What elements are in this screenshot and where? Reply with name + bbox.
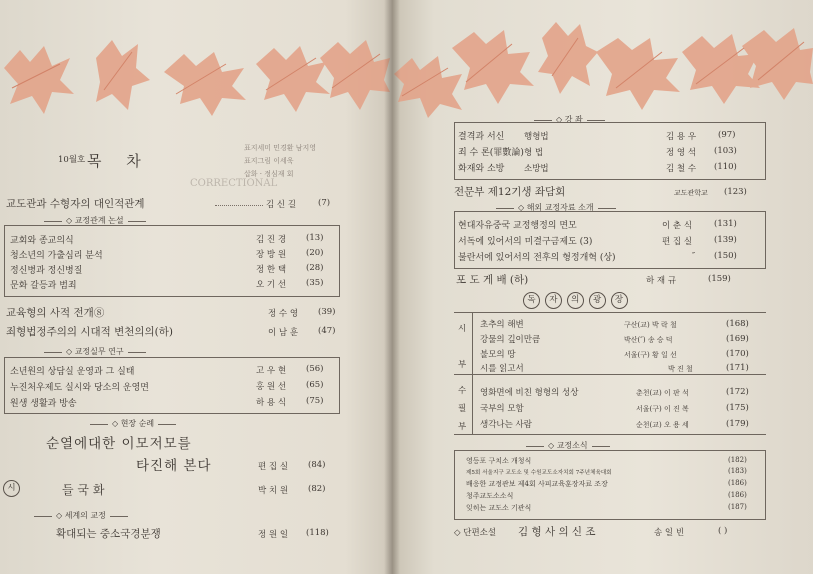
rule: [454, 312, 766, 313]
issue-label: 10월호: [58, 155, 86, 165]
section-label: ◇ 단편소설: [454, 528, 497, 538]
toc-entry-author: 정 한 택: [256, 265, 287, 275]
toc-entry-author: 고 우 현: [256, 366, 287, 376]
toc-entry-author: 정 영 석: [666, 148, 697, 158]
toc-entry-author: 정 수 영: [268, 309, 299, 319]
toc-entry-page: (13): [306, 233, 324, 243]
toc-entry-title: 청소년의 가출심리 분석: [10, 251, 103, 261]
toc-entry-author: 정 원 일: [258, 530, 289, 540]
category-label: 부: [458, 360, 467, 370]
toc-entry-title: 강물의 깊이만큼: [480, 335, 541, 345]
section-header: ◇ 해외 교정자료 소개: [492, 202, 620, 213]
toc-entry-page: (20): [306, 248, 324, 258]
toc-entry-page: (56): [306, 364, 324, 374]
toc-entry-title: 초추의 해변: [480, 320, 524, 330]
toc-entry-page: (82): [308, 484, 326, 494]
toc-entry-page: (39): [318, 307, 336, 317]
toc-entry-author: ″: [692, 251, 696, 261]
toc-entry-page: (187): [728, 503, 747, 511]
book-gutter: [384, 0, 400, 574]
masthead-line: 표지세미 민경환 남지영: [244, 144, 317, 152]
toc-entry-title: 확대되는 중소국경분쟁: [56, 528, 161, 540]
toc-entry-title: 생각나는 사람: [480, 420, 532, 430]
toc-entry-title: 죄형법정주의의 시대적 변천의의(하): [6, 326, 174, 338]
poem-badge: [2, 480, 21, 497]
toc-entry-author: 서울(구) 황 일 선: [624, 351, 677, 359]
toc-entry-title: 영등포 구치소 개청식: [466, 457, 532, 465]
toc-entry-page: (159): [708, 274, 731, 284]
toc-entry-page: (172): [726, 387, 749, 397]
section-header: ◇ 현장 순례: [86, 418, 180, 429]
category-label: 시: [458, 324, 467, 334]
toc-entry-author: 오 기 선: [256, 280, 287, 290]
toc-entry-page: (186): [728, 479, 747, 487]
toc-entry-title: 전문부 제12기생 좌담회: [454, 186, 566, 198]
category-label: 필: [458, 404, 467, 414]
toc-entry-author: 장 방 원: [256, 250, 287, 260]
rule: [454, 434, 766, 435]
toc-entry-author: 김 용 우: [666, 132, 697, 142]
toc-entry-title: 불모의 땅: [480, 350, 516, 360]
toc-entry-author: 김 철 수: [666, 164, 697, 174]
leader-dots: [215, 205, 263, 206]
toc-entry-page: (150): [714, 251, 737, 261]
category-label: 수: [458, 386, 467, 396]
toc-entry-author: 이 춘 식: [662, 221, 693, 231]
autumn-leaves-illustration: [392, 18, 813, 118]
toc-entry-page: (170): [726, 349, 749, 359]
toc-entry-author: 하 재 규: [646, 276, 677, 286]
toc-entry-law: 소방법: [524, 164, 549, 174]
toc-entry-title: 교육형의 사적 전개⑧: [6, 307, 105, 319]
toc-entry-page: (131): [714, 219, 737, 229]
right-page: [392, 0, 813, 574]
rule: [454, 374, 766, 375]
poem-badge-circle: 시: [3, 480, 20, 497]
toc-entry-author: 편 집 실: [258, 462, 289, 472]
toc-entry-title: 문화 갈등과 범죄: [10, 281, 77, 291]
toc-entry-title: 원생 생활과 방송: [10, 399, 77, 409]
contest-header-char: 의: [567, 292, 584, 309]
left-page: [0, 0, 392, 574]
toc-entry-author: 편 집 실: [662, 237, 693, 247]
toc-entry-page: (7): [318, 198, 331, 208]
contest-header-char: 자: [545, 292, 562, 309]
toc-entry-title: 배응한 교정관보 제4회 사피교육훈장자료 조장: [466, 480, 608, 488]
toc-entry-author: 교도관학교: [674, 189, 708, 197]
toc-entry-page: (110): [714, 162, 737, 172]
toc-entry-author: 박 진 철: [668, 365, 693, 373]
toc-entry-title: 소년원의 상담실 운영과 그 실태: [10, 367, 135, 377]
toc-entry-title: 영화면에 비친 형형의 성상: [480, 388, 579, 398]
toc-entry-author: 박산(″) 송 승 덕: [624, 336, 673, 344]
section-header: ◇ 강 좌: [530, 114, 609, 125]
toc-entry-page: (139): [714, 235, 737, 245]
toc-entry-title: 교회와 종교의식: [10, 236, 74, 246]
section-header: ◇ 교정관계 논설: [40, 215, 150, 226]
toc-entry-page: (168): [726, 319, 749, 329]
bleed-text: CORRECTIONAL: [190, 178, 278, 189]
toc-title: 목 차: [87, 152, 151, 170]
toc-entry-title: 포 도 게 배 (하): [456, 274, 529, 286]
toc-entry-page: (118): [306, 528, 329, 538]
contest-header-char: 독: [523, 292, 540, 309]
toc-entry-author: 서울(구) 이 진 복: [636, 405, 689, 413]
autumn-leaves-illustration: [0, 28, 390, 118]
toc-entry-page: (35): [306, 278, 324, 288]
toc-entry-author: 박 치 원: [258, 486, 289, 496]
toc-entry-law: 행형법: [524, 132, 549, 142]
contest-header: [522, 292, 629, 309]
toc-entry-title: 정신병과 정신병질: [10, 266, 83, 276]
section-header: ◇ 교정소식: [522, 440, 614, 451]
toc-entry-page: ( ): [718, 526, 728, 536]
toc-entry-title: 국부의 모함: [480, 404, 524, 414]
toc-entry-page: (175): [726, 403, 749, 413]
toc-entry-author: 춘천(교) 이 판 석: [636, 389, 689, 397]
toc-entry-title: 누진처우제도 실시와 당소의 운영면: [10, 383, 149, 393]
feature-headline: 타진해 본다: [136, 458, 212, 474]
toc-entry-title: 김 형 사 의 신 조: [518, 526, 596, 538]
toc-entry-title: 제5회 서울지구 교도소 및 수원교도소자치회 7주년체육대회: [466, 470, 612, 476]
toc-entry-page: (171): [726, 363, 749, 373]
toc-entry-page: (84): [308, 460, 326, 470]
feature-headline: 순열에대한 이모저모를: [46, 436, 192, 452]
toc-entry-page: (169): [726, 334, 749, 344]
toc-entry-page: (183): [728, 467, 747, 475]
toc-entry-page: (179): [726, 419, 749, 429]
toc-entry-title: 현대자유중국 교정행정의 면모: [458, 221, 577, 231]
poem-title: 들 국 화: [62, 483, 105, 497]
category-label: 부: [458, 422, 467, 432]
toc-entry-author: 송 일 빈: [654, 528, 685, 538]
toc-entry-author: 이 남 훈: [268, 328, 299, 338]
toc-entry-title: 청주교도소소식: [466, 492, 514, 500]
toc-entry-page: (103): [714, 146, 737, 156]
contest-header-char: 광: [589, 292, 606, 309]
section-header: ◇ 교정실무 연구: [40, 346, 150, 357]
section-header: ◇ 세계의 교정: [30, 510, 132, 521]
short-story-label: 단편소설: [463, 528, 497, 538]
toc-entry-page: (97): [718, 130, 736, 140]
toc-entry-title: 교도관과 수형자의 대인적관계: [6, 198, 145, 210]
toc-entry-author: 김 진 경: [256, 235, 287, 245]
toc-entry-author: 순천(교) 오 용 세: [636, 421, 689, 429]
toc-entry-page: (123): [724, 187, 747, 197]
toc-entry-page: (47): [318, 326, 336, 336]
toc-entry-title: 시를 읽고서: [480, 364, 524, 374]
toc-entry-author: 김 신 길: [266, 200, 297, 210]
toc-entry-author: 구산(교) 박 락 철: [624, 321, 677, 329]
toc-entry-page: (182): [728, 456, 747, 464]
toc-entry-page: (65): [306, 380, 324, 390]
toc-entry-author: 하 용 식: [256, 398, 287, 408]
toc-entry-title: 불란서에 있어서의 전후의 형정개혁 (상): [458, 253, 616, 263]
toc-entry-title: 화재와 소방: [458, 164, 505, 174]
toc-entry-title: 결격과 서신: [458, 132, 505, 142]
toc-entry-law: 형 법: [524, 148, 544, 158]
masthead-line: 표지그림 이세욱: [244, 157, 294, 165]
rule: [472, 312, 473, 434]
toc-entry-title: 서독에 있어서의 미결구금제도 (3): [458, 237, 593, 247]
toc-entry-title: 죄 수 론(罪數論): [458, 148, 524, 158]
toc-entry-page: (186): [728, 491, 747, 499]
toc-entry-title: 잊히는 교도소 기관식: [466, 504, 532, 512]
toc-entry-page: (75): [306, 396, 324, 406]
toc-entry-author: 홍 원 선: [256, 382, 287, 392]
contest-header-char: 장: [611, 292, 628, 309]
toc-entry-page: (28): [306, 263, 324, 273]
masthead-line: 삽화 · 정심재 회: [244, 170, 294, 178]
